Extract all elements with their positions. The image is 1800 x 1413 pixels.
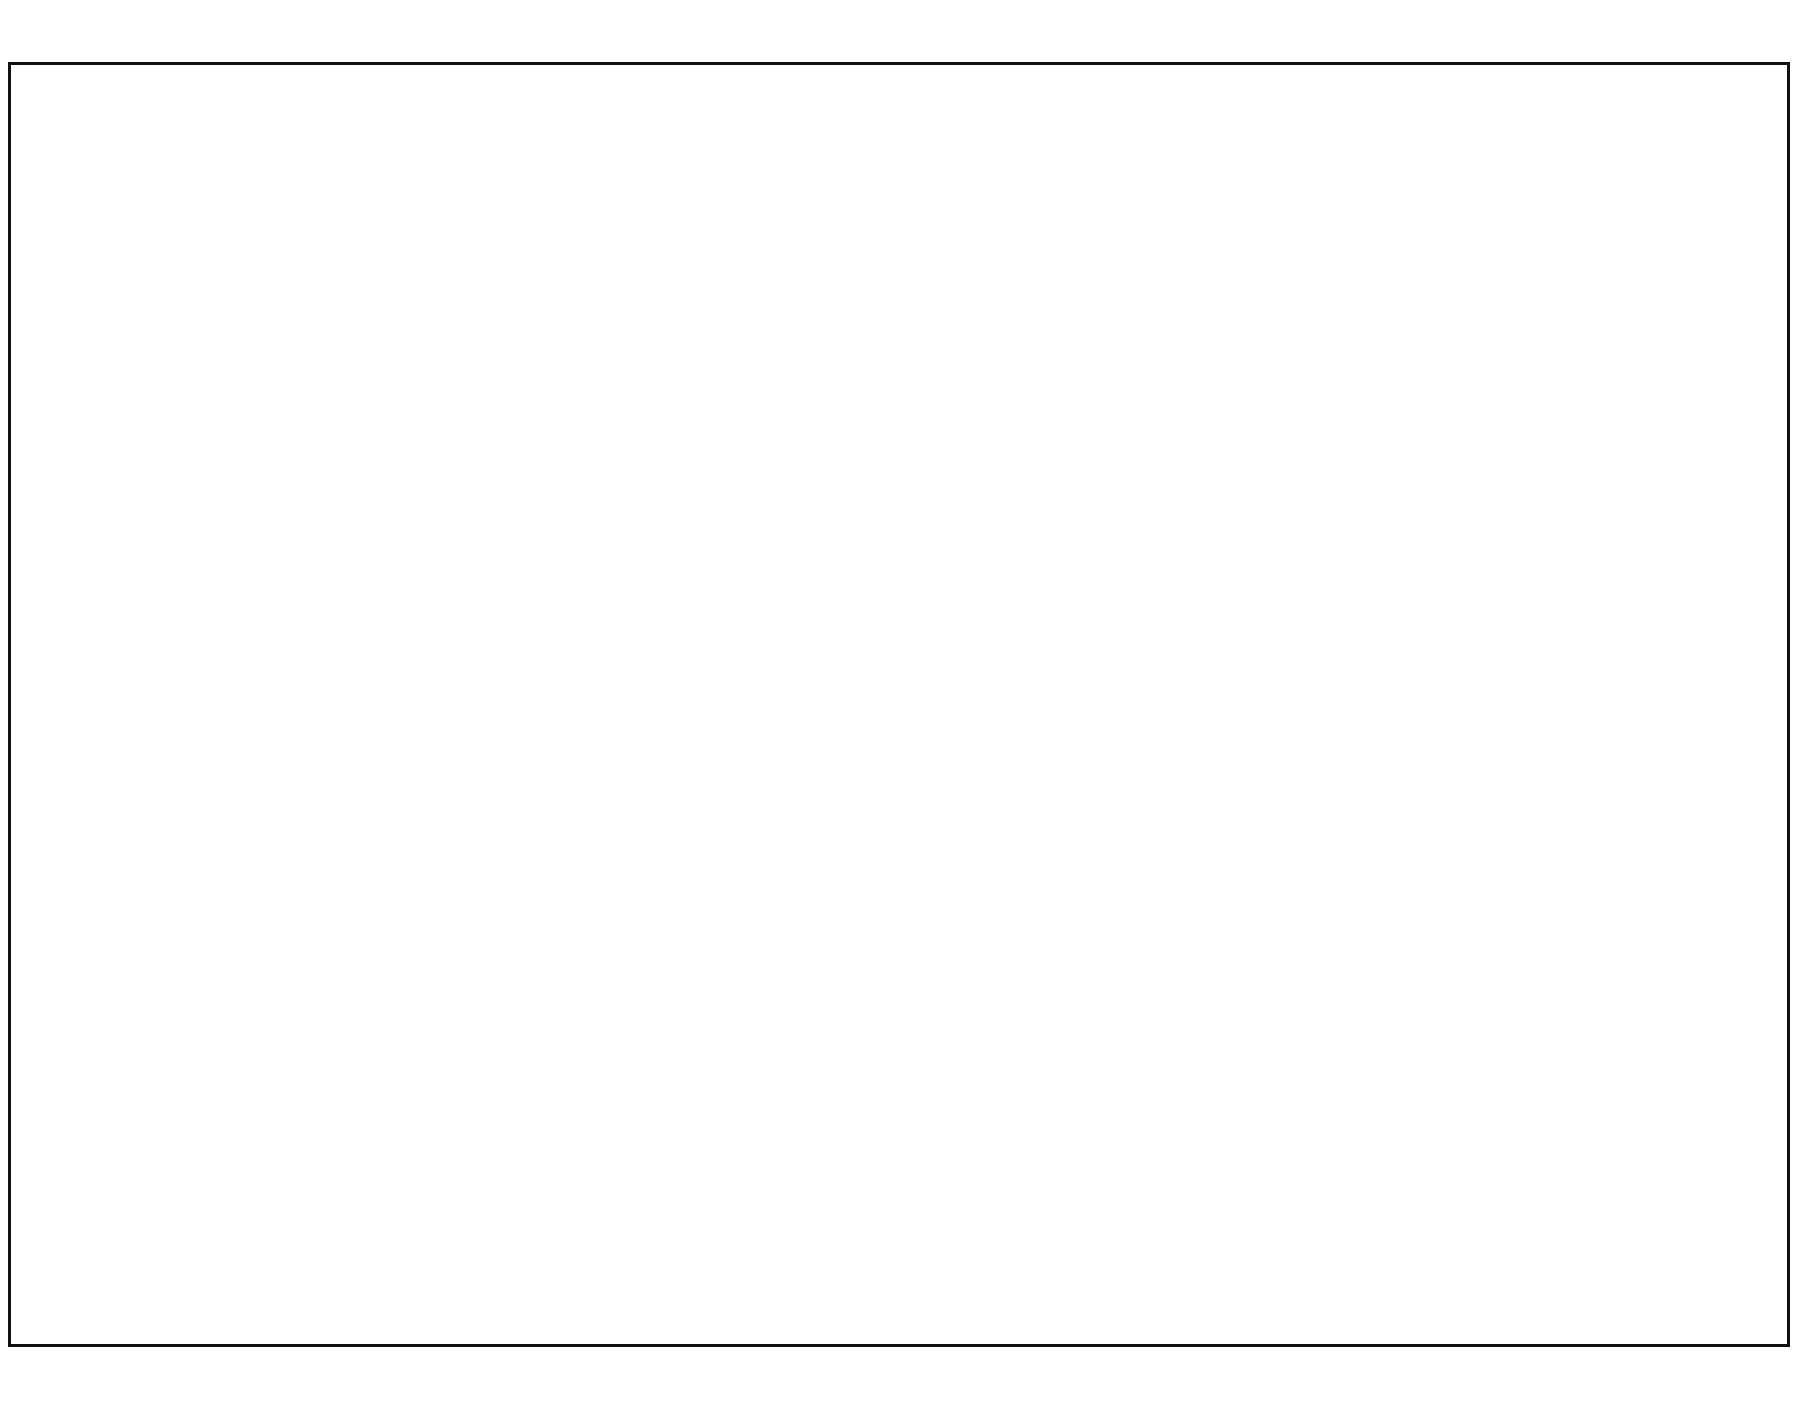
drawing-border bbox=[8, 62, 1790, 1347]
site-footer bbox=[1488, 1222, 1756, 1226]
